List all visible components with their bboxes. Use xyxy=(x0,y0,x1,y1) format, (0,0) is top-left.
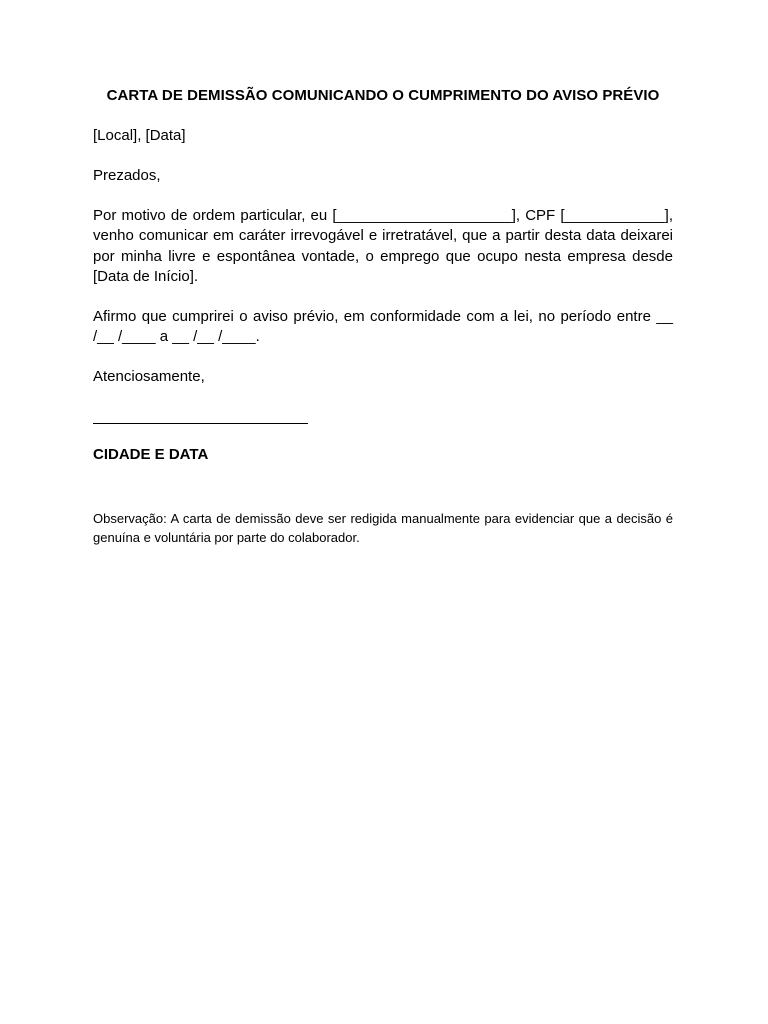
body-paragraph-resignation: Por motivo de ordem particular, eu [_____________________], CPF [____________], venho comunicar em caráter irrevogável e irretratável, que a partir desta data deixarei por minha livre e espontânea vontade, o emprego que ocupo nesta empresa desde [Data de Início]. xyxy=(93,207,673,285)
greeting: Prezados, xyxy=(93,167,161,184)
closing: Atenciosamente, xyxy=(93,368,205,385)
observation-note: Observação: A carta de demissão deve ser redigida manualmente para evidenciar que a decisão é genuína e voluntária por parte do colaborador. xyxy=(93,511,673,545)
signature-line xyxy=(93,423,308,424)
city-date-label: CIDADE E DATA xyxy=(93,446,209,463)
body-paragraph-notice-period: Afirmo que cumprirei o aviso prévio, em conformidade com a lei, no período entre __ /__ /____ a __ /__ /____. xyxy=(93,308,673,346)
local-date-placeholder: [Local], [Data] xyxy=(93,127,186,144)
document-title: CARTA DE DEMISSÃO COMUNICANDO O CUMPRIMENTO DO AVISO PRÉVIO xyxy=(106,87,660,104)
